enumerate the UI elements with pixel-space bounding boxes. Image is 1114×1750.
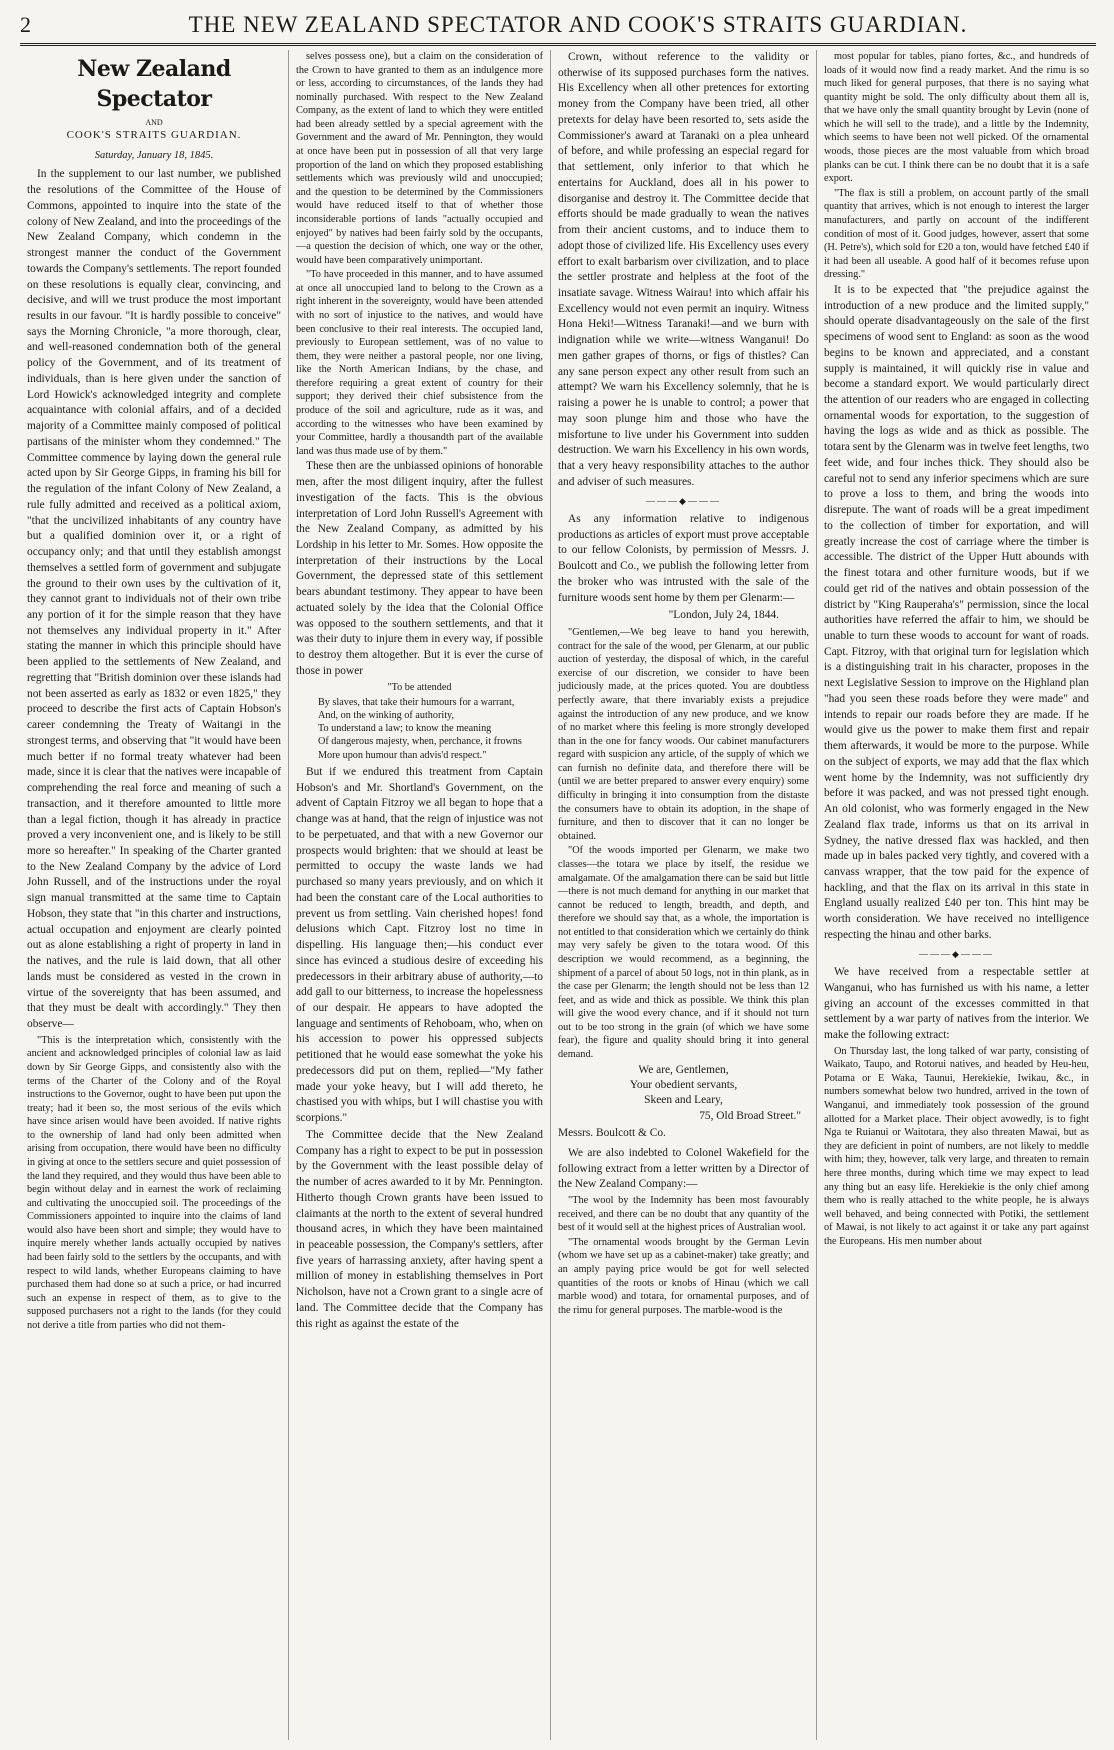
columns [20,50,1096,1740]
verse-line: Of dangerous majesty, when, perchance, it frowns [318,736,522,748]
letter-signature [558,1063,809,1125]
letter-extract: On Thursday last, the long talked of war party, consisting of Waikato, Taupo, and Rotorui natives, and headed by Heu-heu, Potama or E Waka, Taunui, Herekiekie, Iwikau, &c., in numbers somewhat below two hundred, arrived in the town of Wanganui, and immediately took possession of the ground allotted for a Market place. Their object avowedly, is to fight Nga te Ruianui or Waitotara, they also threaten Mawai, but as they are deficient in point of numbers, are not likely to meddle with him; they, however, talk very large, and threaten to remain here three months, during which time we may expect to lead any thing but an easy life. Herekiekie is the only chief among them who is really attached to the white people, he is always well behaved, and being connected with Potiki, the settlement of Mawai, is not likely to act against it or take any part against the Europeans. His men number about [824,1045,1089,1247]
signature-line: Skeen and Leary, [644,1094,723,1107]
editorial-paragraph: The Committee decide that the New Zealand Company has a right to expect to be put in possession by the Government with the least possible delay of the number of acres awarded to it by Mr. Pennington. Hitherto though Crown grants have been issued to claimants at the north to the extent of several hundred thousand acres, in which they have been maintained in peaceable possession, the Company's settlers, after five years of harrassing anxiety, after having spent a million of money in establishing themselves in Port Nicholson, have not a Crown grant to a single acre of land. The Committee decide that the Company has this right as against the estate of the [296,1128,543,1330]
column-2 [288,50,550,1740]
signature-line: We are, Gentlemen, [638,1063,729,1076]
committee-quote-continued: selves possess one), but a claim on the consideration of the Crown to have granted to them as an indulgence more or less, according to circumstances, of the lands they had nominally purchased. With respect to the New Zealand Company, as the extent of land to which they were entitled had been already settled by a special agreement with the Government and the award of Mr. Pennington, they would at once have been put in possession of all that very large proportion of the land on which they proposed establishing settlements which was previously wild and unoccupied; and the question to be determined by the Commissioners would have reduced itself to that of whether those inconsiderable portions of lands "actually occupied and enjoyed" by natives had been fairly sold by the occupants,—a question the decision of which, one way or the other, would have been comparatively unimportant. [296,51,543,266]
committee-quote-2: "To have proceeded in this manner, and to have assumed at once all unoccupied land to belong to the Crown as a right inherent in the sovereignty, would have been attended with no sort of injustice to the natives, and would have been conclusive to their real interests. The occupied land, previously to European settlement, was of no value to them, they were neither a pastoral people, nor one living, like the North American Indians, by the chase, and therefore requiring a great extent of country for their support; they derived their chief subsistence from the produce of the soil and agriculture, rude as it was, and according to the witnesses who have been examined by your Committee, hardly a thousandth part of the available land was thus made use of by them." [296,269,543,457]
editorial-paragraph: Crown, without reference to the validity or otherwise of its supposed purchases form the natives. His Excellency when all other pretences for extorting money from the Company have been tried, all other pretexts for delay have been resorted to, sets aside the Commissioner's award at Taranaki on a plea unheard of before, and while professing an especial regard for that settlement, only inferior to that which he entertains for Auckland, does all in his power to disorganise and destroy it. The Committee decide that efforts should be made gradually to wean the natives from their ancient customs, and to induce them to adopt those of civilized life. His Excellency uses every effort to exalt barbarism over civilization, and to place the settler prostrate and helpless at the foot of the insatiate savage. Witness Wairau! into which affair his Excellency would not even permit an inquiry. Witness Hona Heki!—Witness Taranaki!—and we burn with indignation while we write—witness Wanganui! Do men gather grapes of thorns, or figs of thistles? Can any sane person expect any other result from such an attempt? We warn his Excellency solemnly, that he is raising a power he is unable to control; a power that may soon plunge him and those who have the misfortune to live under his Government into sudden destruction. We warn his Excellency in his own words, that a very heavy responsibility attaches to the author and adviser of such measures. [558,51,809,488]
letter-paragraph: "Of the woods imported per Glenarm, we make two classes—the totara we place by itself, the residue we amalgamate. Of the amalgamation there can be said but little—there is not much demand for anything in our market that cannot be reduced to length, breadth, and depth, and therefore we should say that, as a whole, the importation is not entitled to that consideration which we certainly do think may very safely be given to the totara wood. Of this description we would recommend, as a beginning, the shipment of a parcel of about 50 logs, not in thin plank, as in the case per Glenarm; the length should not be less than 12 feet, and as wide and thick as possible. We think this plan will give the wood every chance, and if it should not turn out to be too strong in the grain (of which we have some fear), the figure and quality should bring it into general demand. [558,845,809,1061]
editorial-paragraph: In the supplement to our last number, we published the resolutions of the Committee of the House of Commons, appointed to inquire into the state of the colony of New Zealand, and into the proceedings of the New Zealand Company, which condemn in the strongest manner the conduct of the Government towards the Company's settlements. The report founded on these resolutions is equally clear, convincing, and decisive, and will we trust produce the most important results in our favour. "It is hardly possible to conceive" says the Morning Chronicle, "a more thorough, clear, and well-reasoned condemnation both of the general policy of the Government, and of its treatment of individuals, than is here given under the sanction of Lord Howick's acknowledged integrity and complete acquaintance with colonial affairs, and of a decided majority of a Committee mainly composed of political partisans of the minister whom they condemned." The Committee commence by laying down the general rule acted upon by Sir George Gipps, in framing his bill for the regulation of the infant Colony of New Zealand, a rule fully admitted and received as a political axiom, "that the uncivilized inhabitants of any country have but a qualified dominion over it, or a right of occupancy only; and that until they establish amongst themselves a settled form of government and subjugate the ground to their own uses by the cultivation of it, they cannot grant to individuals not of their own tribe any portion of it for the simple reason that they have not themselves any individual property in it." After stating the manner in which this principle should have been applied to the settlements of New Zealand, and regretting that "British dominion over these islands had not been asserted as early as 1832 or even 1825," they proceed to describe the first acts of Captain Hobson's career condemning the Treaty of Waitangi in the strongest terms, and observing that "it would have been much better if no formal treaty whatever had been made, since it is clear that the natives were incapable of comprehending the real force and meaning of such a transaction, and it therefore amounted to little more than a legal fiction, though it has already in practice proved a very inconvenient one, and is likely to be still more so hereafter." In speaking of the Charter granted to the New Zealand Company by the advice of Lord John Russell, and of the instructions under the royal sign manual transmitted at the same time to Captain Hobson, they state that "in this charter and instructions, actual occupation and enjoyment are clearly pointed out as alone establishing a right of property in land in the natives, and the rule is laid down, that all other lands must be considered as vested in the crown in virtue of the sovereignty that has been assumed, and that they must be dealt with accordingly." They then observe— [27,168,281,1031]
letter-extract: "The wool by the Indemnity has been most favourably received, and there can be no doubt that any quantity of the best of it would sell at the highest prices of Australian wool. [558,1195,809,1234]
editorial-paragraph: But if we endured this treatment from Captain Hobson's and Mr. Shortland's Government, on the advent of Captain Fitzroy we all began to hope that a change was at hand, that the reign of injustice was not to be perpetuated, and that with a new Governor our prospects would brighten: that we should at least be permitted to occupy the waste lands we had purchased so many years previously, and on which it had been the constant care of the Local authorities to prevent us from settling. Vain cherished hopes! fond delusions which Capt. Fitzroy lost no time in dispelling. His language then;—his conduct ever since has evinced a studious desire of exceeding his predecessors in their arbitrary abuse of authority,—to add gall to our bitterness, to increase the hopelessness of our despair. He appears to have adopted the language and sentiments of Rehoboam, who, when on his accession to power his oppressed subjects petitioned that he would ease somewhat the yoke his predecessors did put on them, replied—"My father made your yoke heavy, but I will add thereto, he chastised you with whips, but I will chastise you with scorpions." [296,765,543,1125]
verse-block [296,696,543,762]
editorial-paragraph: As any information relative to indigenous productions as articles of export must prove acceptable to our fellow Colonists, by permission of Messrs. J. Boulcott and Co., we publish the following letter from the broker who was intrusted with the sale of the furniture woods sent home by them per Glenarm:— [558,512,809,604]
column-3 [550,50,816,1740]
masthead-subtitle: COOK'S STRAITS GUARDIAN. [66,128,242,141]
committee-quote: "This is the interpretation which, consistently with the ancient and acknowledged principles of colonial law as laid down by Sir George Gipps, and consistently also with the terms of the Charter of the Colony and of the Royal instructions to the Governor, ought to have been put upon the treaty; had it been so, the most serious of the evils which have since arisen would have been avoided. If native rights to the ownership of land had only been admitted when arising from occupation, there would have been no difficulty in giving at once to the settlers secure and quiet possession of the land they required, and they would thus have been able to begin without delay and in earnest the work of reclaiming and cultivating the unoccupied soil. The proceedings of the Commissioners appointed to inquire into the claims of land would also have been short and simple; they would have to inquire merely whether lands actually occupied by natives had been fairly sold to the settlers by the occupants, and with respect to wild lands, whether Europeans claiming to have purchased them had done so at such a price, or had incurred such an expense in respect of them, as to give to the supposed purchasers not a right to the lands (for they could not derive a title from parties who did not them- [27,1034,281,1331]
letter-extract-continued: most popular for tables, piano fortes, &c., and hundreds of loads of it would now find a ready market. And the rimu is so much liked for general purposes, that there is no saying what quantity might be sold. The only difficulty about them all is, that we have only the small quantity brought by Levin (none of which he will sell to the trade), and a little by the Indemnity, which seems to have been not well picked. Of the ornamental woods, those pieces are the most valuable from which broad planks can be cut. I think there can be no doubt that it is a safe export. [824,51,1089,185]
signature-line: 75, Old Broad Street." [699,1109,801,1122]
letter-extract: "The flax is still a problem, on account partly of the small quantity that arrives, which is not enough to interest the larger manufacturers, and partly on account of the indifferent condition of most of it. Good judges, however, assert that some (H. Petre's), which sold for £20 a ton, would have fetched £40 if it had been all useable. A good half of it becomes refuse upon dressing." [824,187,1089,281]
page-header [20,0,1096,46]
letter-addressee: Messrs. Boulcott & Co. [558,1127,666,1140]
editorial-paragraph: We are also indebted to Colonel Wakefield for the following extract from a letter written by a Director of the New Zealand Company:— [558,1146,809,1191]
letter-paragraph: "Gentlemen,—We beg leave to hand you herewith, contract for the sale of the wood, per Glenarm, at our public auction of yesterday, the disposal of which, in the careful exercise of our discretion, we consider to have been judiciously made, at the prices quoted. You are doubtless perfectly aware, that there invariably exists a prejudice against the introduction of any new produce, and we know of no market where this feeling is more strongly developed than in the one for fancy woods. Our cabinet manufacturers regard with suspicion any article, of the supply of which we can furnish no definite data, and therefore there will be (until we are better prepared to answer every enquiry) some difficulty in bringing it into consumption from the distaste the consumers have to obtain its adoption, in the shape of furniture, and then to discover that it can no longer be obtained. [558,627,809,842]
section-divider: ———◆——— [919,948,994,959]
signature-line: Your obedient servants, [629,1079,738,1091]
verse-line: More upon humour than advis'd respect." [318,749,487,761]
issue-date: Saturday, January 18, 1845. [94,149,214,161]
editorial-paragraph: These then are the unbiassed opinions of honorable men, after the most diligent inquiry, after the fullest investigation of the facts. This is the obvious interpretation of Lord John Russell's Agreement with the New Zealand Company, as admitted by his Lordship in his letter to Mr. Somes. How opposite the interpretation of their instructions by the Local Government, the depressed state of this settlement bears abundant testimony. They appear to have been actuated solely by the idea that the Colonial Office was opposed to the southern settlements, and that it was their duty to injure them in every way, if possible to destroy them altogether. But it is ever the curse of those in power [296,460,543,677]
editorial-paragraph: We have received from a respectable settler at Wanganui, who has furnished us with his name, a letter giving an account of the excesses committed in that settlement by a war party of natives from the interior. We make the following extract: [824,966,1089,1042]
verse-line: "To be attended [387,681,452,693]
column-4 [816,50,1096,1740]
verse-line: By slaves, that take their humours for a warrant, [318,696,515,708]
masthead-and: AND [145,117,163,127]
letter-dateline: "London, July 24, 1844. [668,609,779,622]
verse-line: To understand a law; to know the meaning [318,723,492,735]
masthead-title: New Zealand Spectator [77,56,231,113]
editorial-paragraph: It is to be expected that "the prejudice against the introduction of a new produce and the limited supply," should operate disadvantageously on the sale of the first specimens of wood sent to England: as soon as the wood begins to be known and appreciated, and a constant supply is maintained, it will quickly rise in value and become a standard export. We would particularly direct the attention of our readers who are engaged in collecting ornamental woods for exportation, to the suggestion of having the logs as wide and as thick as possible. The totara sent by the Glenarm was in twelve feet lengths, two feet wide, and four inches thick. They should also be careful not to send any inferior specimens which are sure to prove a loss to them, and bring the woods into disrepute. The want of roads will be a great impediment to the collection of timber for exportation, and will greatly increase the cost of carriage where the timber is accessible. The district of the Upper Hutt abounds with the finest totara and other furniture woods, but if we could get rid of the natives and obtain possession of the district by "King Rauperaha's" permission, since the local authorities have referred the affair to him, we should be unable to turn these woods to account for want of roads. Capt. Fitzroy, with that original turn for legislation which is a distinguishing trait in his character, proposes in the next Legislative Session to improve on the Highland plan "had you seen these roads before they were made" and intends to repair our roads before they are made. If he would give us the power to make them first and repair them afterwards, it would be more to the purpose. While on the subject of exports, we may add that the flax which went home by the Indemnity, was not sufficiently dry before it was packed, and was not pressed tight enough. An old colonist, who was formerly engaged in the New Zealand flax trade, informs us that on its arrival in Sydney, the native dressed flax was hackled, and then made up in bales packed very tightly, and covered with a canvass wrapper, that the tow paid for the expence of hackling, and that the flax on its arrival in this state in England usually realized £40 per ton. This hint may be worth consideration. We have received no intelligence respecting the hinau and other barks. [824,283,1089,941]
running-title: THE NEW ZEALAND SPECTATOR AND COOK'S STRAITS GUARDIAN. [188,12,968,37]
page-number: 2 [20,12,31,37]
section-divider: ———◆——— [646,495,721,506]
verse-line: And, on the winking of authority, [318,709,455,721]
column-1 [20,50,288,1740]
letter-extract: "The ornamental woods brought by the German Levin (whom we have set up as a cabinet-maker) take greatly; and an amply paying price would be got for well selected quantities of the roots or knobs of Hinau (which we call marble wood) and totara, for ornamental purposes, and of the rimu for general purposes. The marble-wood is the [558,1236,809,1316]
